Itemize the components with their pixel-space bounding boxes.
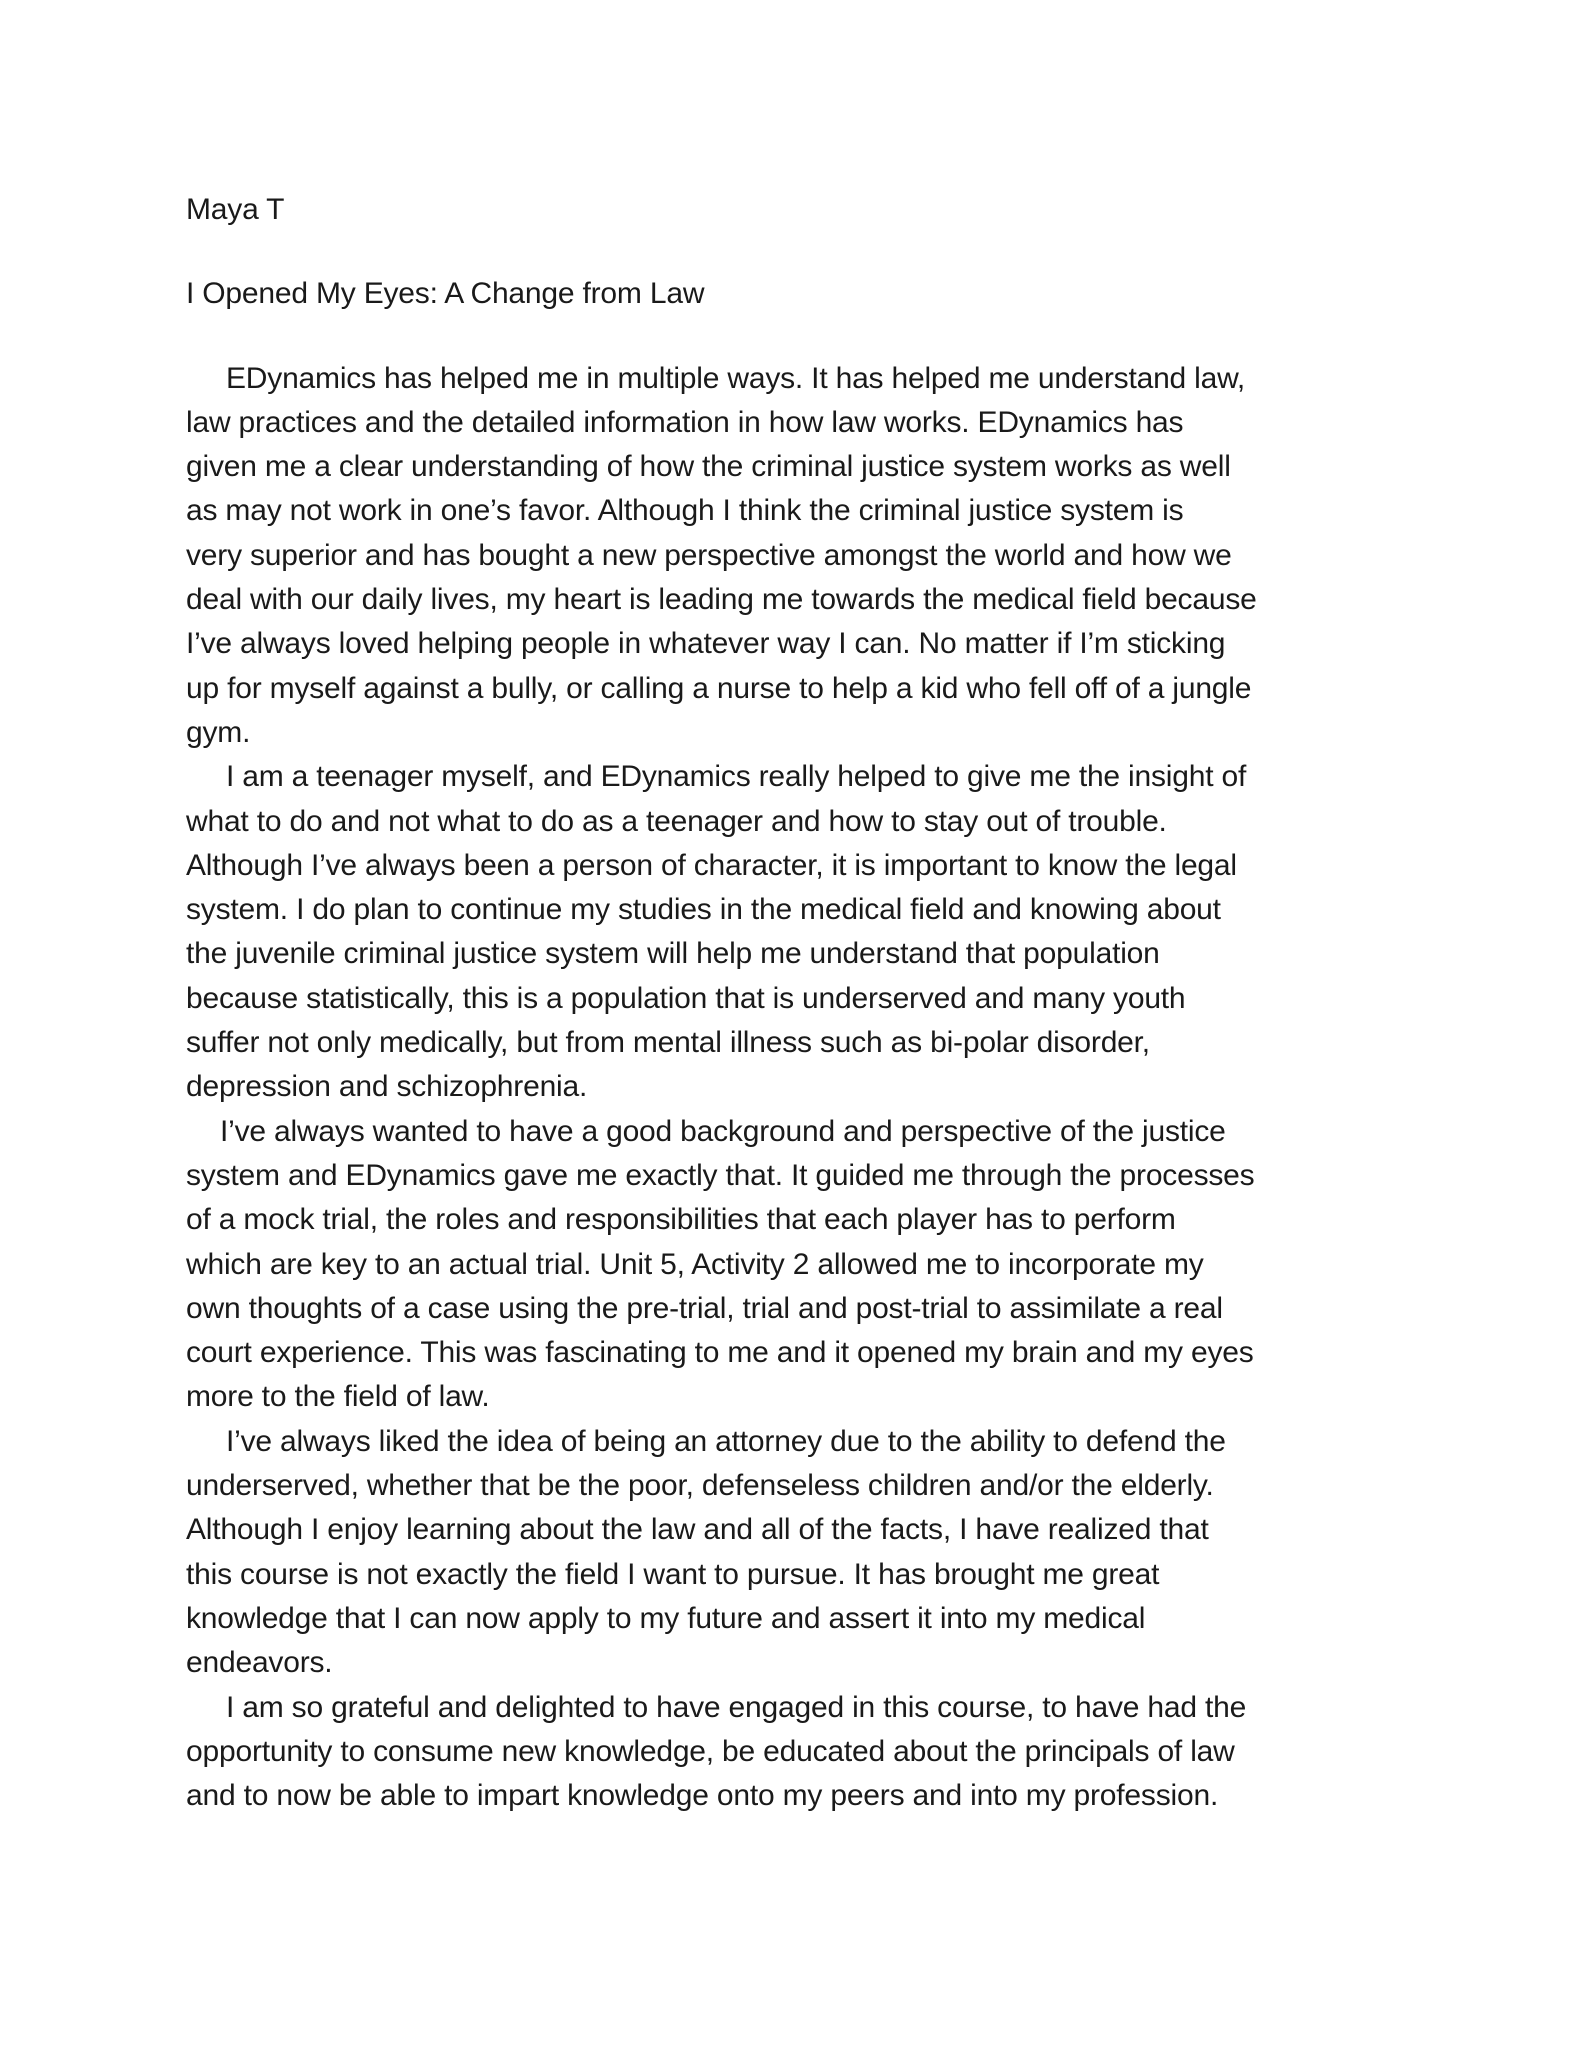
paragraph-5: I am so grateful and delighted to have engaged in this course, to have had the opportunity to consume new knowledge, be educated about the principals of law and to now be able to impart knowledge onto my peers and into my profession. xyxy=(186,1690,1247,1813)
paragraph-4: I’ve always liked the idea of being an attorney due to the ability to defend the underserved, whether that be the poor, defenseless children and/or the elderly. Although I enjoy learning about the law and all of the facts, I have realized that this course is not exactly the field I want to pursue. It has brought me great knowledge that I can now apply to my future and assert it into my medical endeavors. xyxy=(186,1424,1226,1680)
paragraph-1: EDynamics has helped me in multiple ways. It has helped me understand law, law practices and the detailed information in how law works. EDynamics has given me a clear understanding of how the criminal justice system works as well as may not work in one’s favor. Although I think the criminal justice system is very superior and has bought a new perspective amongst the world and how we deal with our daily lives, my heart is leading me towards the medical field because I’ve always loved helping people in whatever way I can. No matter if I’m sticking up for myself against a bully, or calling a nurse to help a kid who fell off of a jungle gym. xyxy=(186,361,1257,749)
document-body xyxy=(186,188,1411,1818)
essay-title: I Opened My Eyes: A Change from Law xyxy=(186,277,705,311)
author-name: Maya T xyxy=(186,193,285,226)
paragraph-2: I am a teenager myself, and EDynamics really helped to give me the insight of what to do and not what to do as a teenager and how to stay out of trouble. Although I’ve always been a person of character, it is important to know the legal system. I do plan to continue my studies in the medical field and knowing about the juvenile criminal justice system will help me understand that population because statistically, this is a population that is underserved and many youth suffer not only medically, but from mental illness such as bi-polar disorder, depression and schizophrenia. xyxy=(186,760,1247,1104)
paragraph-3: I’ve always wanted to have a good background and perspective of the justice system and EDynamics gave me exactly that. It guided me through the processes of a mock trial, the roles and responsibilities that each player has to perform which are key to an actual trial. Unit 5, Activity 2 allowed me to incorporate my own thoughts of a case using the pre-trial, trial and post-trial to assimilate a real court experience. This was fascinating to me and it opened my brain and my eyes more to the field of law. xyxy=(186,1114,1255,1414)
